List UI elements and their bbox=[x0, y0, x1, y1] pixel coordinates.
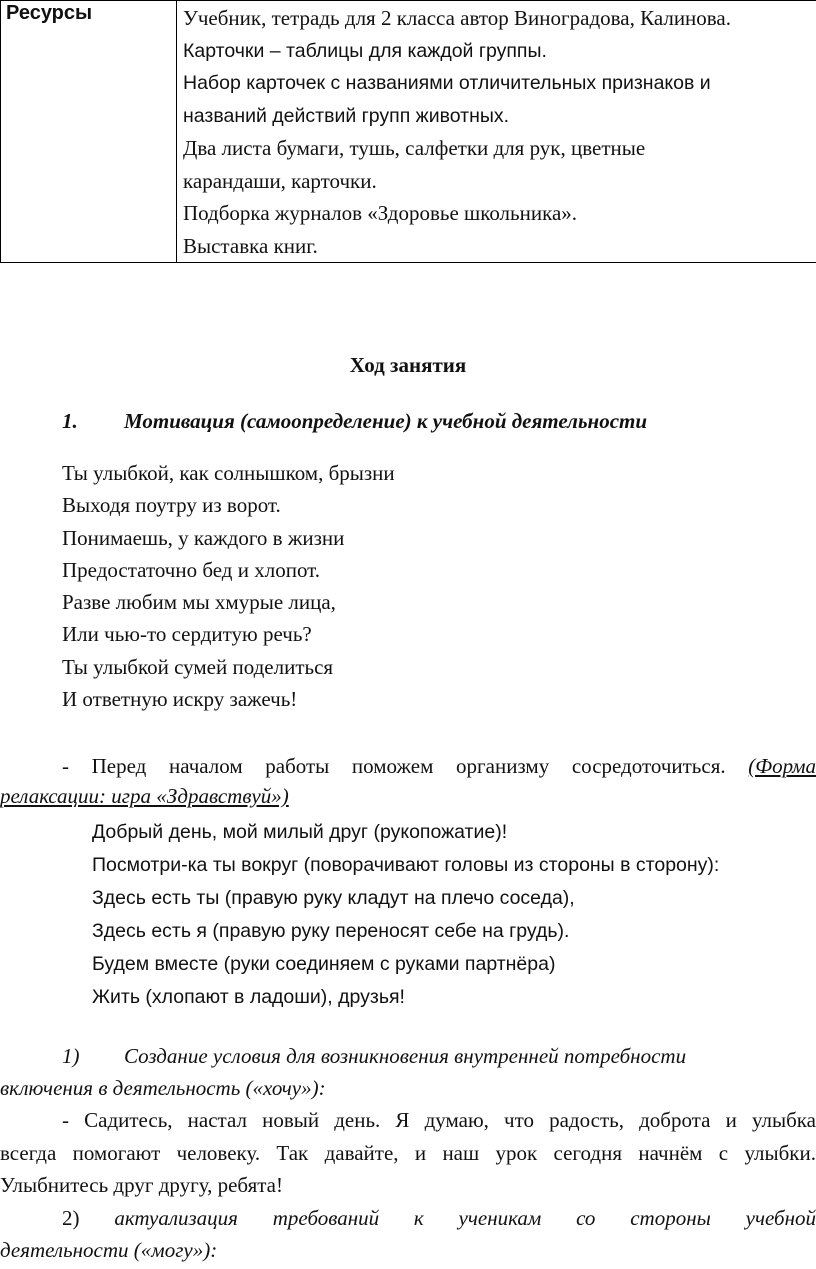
greeting-line: Здесь есть я (правую руку переносят себе на грудь). bbox=[92, 920, 570, 942]
paragraph-line: - Садитесь, настал новый день. Я думаю, что радость, доброта и улыбка bbox=[62, 1108, 816, 1132]
resources-label: Ресурсы bbox=[1, 1, 177, 263]
greeting-line: Посмотри-ка ты вокруг (поворачивают головы из стороны в сторону): bbox=[92, 854, 720, 876]
poem-line: Выходя поутру из ворот. bbox=[62, 493, 281, 518]
relaxation-intro-line1 bbox=[0, 751, 816, 781]
step-1-title bbox=[0, 1040, 816, 1104]
resources-list bbox=[177, 1, 816, 263]
step-1-line1 bbox=[0, 1040, 816, 1072]
relaxation-intro-text: - Перед началом работы поможем организму сосредоточиться. bbox=[62, 754, 726, 778]
resource-line: Два листа бумаги, тушь, салфетки для рук, цветные bbox=[183, 136, 646, 160]
section-1-text: Мотивация (самоопределение) к учебной деятельности bbox=[124, 409, 648, 433]
poem-line: Ты улыбкой, как солнышком, брызни bbox=[62, 461, 395, 485]
step-2-title bbox=[0, 1202, 816, 1266]
paragraph-line: Улыбнитесь друг другу, ребята! bbox=[0, 1173, 283, 1197]
step-2-line2: деятельности («могу»): bbox=[0, 1238, 218, 1262]
relaxation-form-label: (Форма bbox=[748, 754, 816, 778]
lesson-heading: Ход занятия bbox=[349, 353, 467, 377]
poem-line: Или чью-то сердитую речь? bbox=[62, 622, 312, 647]
step-1-text: Создание условия для возникновения внутренней потребности bbox=[124, 1044, 687, 1068]
resource-line: карандаши, карточки. bbox=[183, 168, 377, 193]
section-1-number: 1. bbox=[62, 409, 78, 433]
step-1-line2: включения в деятельность («хочу»): bbox=[0, 1076, 326, 1100]
relaxation-form-label-cont: релаксации: игра «Здравствуй») bbox=[0, 784, 289, 808]
poem-line: Ты улыбкой сумей поделиться bbox=[62, 654, 334, 679]
paragraph-line: всегда помогают человеку. Так давайте, и наш урок сегодня начнём с улыбки. bbox=[0, 1140, 816, 1165]
resource-line: Набор карточек с названиями отличительных признаков и bbox=[183, 72, 711, 94]
resource-line: Подборка журналов «Здоровье школьника». bbox=[183, 201, 578, 225]
resources-row bbox=[1, 1, 816, 263]
resource-line: названий действий групп животных. bbox=[183, 104, 510, 127]
resources-table bbox=[0, 0, 816, 263]
step-2-number: 2) bbox=[62, 1206, 80, 1230]
greeting-line: Добрый день, мой милый друг (рукопожатие)! bbox=[92, 821, 508, 843]
relaxation-intro-line2 bbox=[0, 781, 816, 811]
poem-line: Предостаточно бед и хлопот. bbox=[62, 557, 321, 582]
poem-line: И ответную искру зажечь! bbox=[62, 687, 298, 712]
greeting-game bbox=[92, 816, 719, 1014]
greeting-line: Будем вместе (руки соединяем с руками партнёра) bbox=[92, 953, 556, 975]
greeting-line: Жить (хлопают в ладоши), друзья! bbox=[92, 986, 405, 1008]
resource-line: Учебник, тетрадь для 2 класса автор Виноградова, Калинова. bbox=[183, 6, 731, 30]
poem-line: Разве любим мы хмурые лица, bbox=[62, 590, 336, 615]
step-1-number: 1) bbox=[62, 1044, 80, 1068]
step-2-line1 bbox=[0, 1202, 816, 1234]
resource-line: Карточки – таблицы для каждой группы. bbox=[183, 39, 547, 62]
relaxation-intro bbox=[0, 751, 816, 811]
greeting-line: Здесь есть ты (правую руку кладут на плечо соседа), bbox=[92, 887, 575, 909]
step-1-paragraph bbox=[0, 1104, 816, 1202]
section-1-title bbox=[62, 409, 647, 434]
poem bbox=[62, 457, 395, 715]
resource-line: Выставка книг. bbox=[183, 233, 318, 258]
poem-line: Понимаешь, у каждого в жизни bbox=[62, 525, 345, 550]
step-2-text: актуализация требований к ученикам со стороны учебной bbox=[114, 1206, 816, 1230]
